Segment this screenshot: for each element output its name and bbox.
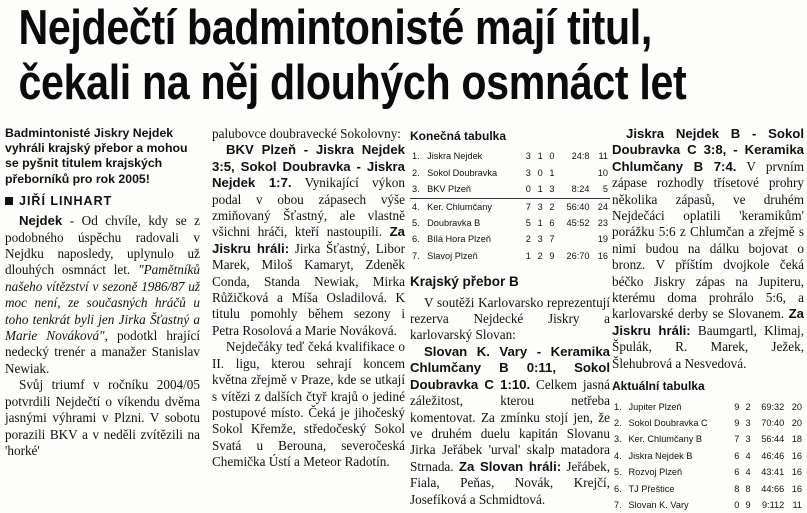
section-heading: Krajský přebor B — [410, 274, 610, 290]
wins-cell: 2 — [521, 231, 533, 247]
draws-cell: 1 — [533, 148, 545, 164]
text-span: Jirka Šťastný, Libor Marek, Miloš Kamaryt, Zdeněk Conda, Standa Newiak, Mirka Růžičková a Míša Osladilová. — [212, 241, 405, 305]
rank-cell: 7. — [410, 248, 425, 264]
quote: "Pamětníků našeho vítězství v sezoně 1986/87 už moc není, ze současných hráčů u toho tenkrát byli jen Jirka Šťastný a Marie Nováková" — [5, 262, 200, 343]
article-paragraph: palubovce doubravecké Sokolovny: — [212, 126, 405, 142]
column-3 — [410, 126, 610, 508]
losses-cell: 8 — [741, 481, 752, 497]
points-cell: 16 — [592, 248, 610, 264]
table-row — [612, 399, 804, 415]
wins-cell: 7 — [521, 198, 533, 215]
points-cell: 20 — [786, 415, 804, 431]
team-cell: Doubravka B — [425, 215, 521, 231]
losses-cell: 1 — [545, 165, 557, 181]
points-cell: 11 — [592, 148, 610, 164]
draws-cell: 3 — [533, 198, 545, 215]
current-table — [612, 399, 804, 513]
draws-cell: 1 — [533, 181, 545, 198]
score-cell: 43:41 — [753, 464, 787, 480]
team-cell: TJ Přeštice — [627, 481, 730, 497]
rank-cell: 2. — [410, 165, 425, 181]
losses-cell: 6 — [545, 215, 557, 231]
article-paragraph: Nejdečáky teď čeká kvalifikace o II. ligu, kterou sehrají koncem května zřejmě v Praze, kde se utkají s vítězi z dalších čtyř krajů o jediné postupové místo. Čeká je jihočeský Sokol Křemže, středočeský Sokol Svatá u Berouna, severočeská Chemička Ústí a Meteor Radotín. — [212, 339, 405, 470]
wins-cell: 0 — [730, 497, 741, 513]
rank-cell: 2. — [612, 415, 627, 431]
score-cell: 46:46 — [753, 448, 787, 464]
losses-cell: 4 — [741, 448, 752, 464]
table-row — [612, 448, 804, 464]
result-text: Jiskra Nejdek B - Sokol Doubravka C 3:8, - Keramika Chlumčany B 7:4. — [612, 126, 804, 174]
rank-cell: 1. — [410, 148, 425, 164]
column-1 — [5, 126, 200, 459]
team-cell: Slovan K. Vary — [627, 497, 730, 513]
points-cell: 11 — [786, 497, 804, 513]
dateline: Nejdek — [19, 213, 62, 228]
headline-line-1: Nejdečtí badmintonisté mají titul, — [18, 0, 651, 57]
text-span: K titulu pomohly během sezony i Petra Rosolová a Marie Nováková. — [212, 290, 405, 338]
rank-cell: 1. — [612, 399, 627, 415]
text-span: , podotkl hrající nedecký trenér a manažer Stanislav Newiak. — [5, 328, 200, 376]
points-cell: 20 — [786, 399, 804, 415]
losses-cell: 4 — [741, 464, 752, 480]
text-span: V prvním zápase rozhodly třísetové prohry několika zápasů, ve druhém Nejdečáci oplatili 'keramikům' porážku 5:6 z Chlumčan a zřejmě s nimi budou na dálku bojovat o bronz. V příštím dvojkole čeká béčko Jiskry zápas na Jupiteru, kterému doma prohrálo 5:6, a karlovarské derby se Slovanem. — [612, 159, 804, 322]
result-text: Slovan K. Vary - Keramika Chlumčany B 0:11, Sokol Doubravka C 1:10. — [410, 344, 610, 392]
losses-cell: 9 — [741, 497, 752, 513]
wins-cell: 9 — [730, 399, 741, 415]
score-cell: 56:44 — [753, 431, 787, 447]
wins-cell: 5 — [521, 215, 533, 231]
team-cell: Jiskra Nejdek B — [627, 448, 730, 464]
table-row — [410, 231, 610, 247]
points-cell: 16 — [786, 464, 804, 480]
text-span: Celkem jasná záležitost, kterou netřeba komentovat. Za zmínku stojí jen, že ve druhém duelu kapitán Slovanu Jirka Jeřábek 'urval' skalp matadora Strnada. — [410, 377, 610, 474]
players-label: Za Jiskru hráli: — [212, 224, 405, 255]
rank-cell: 5. — [612, 464, 627, 480]
draws-cell: 3 — [533, 231, 545, 247]
losses-cell: 9 — [545, 248, 557, 264]
points-cell: 18 — [786, 431, 804, 447]
lead-paragraph: Badmintonisté Jiskry Nejdek vyhráli krajský přebor a mohou se pyšnit titulem krajských přeborníků pro rok 2005! — [5, 126, 200, 187]
team-cell: Bílá Hora Plzeň — [425, 231, 521, 247]
text-span: Jeřábek, Fiala, Peňas, Novák, Krejčí, Josefíková a Schmidtová. — [410, 459, 610, 507]
team-cell: Sokol Doubravka C — [627, 415, 730, 431]
rank-cell: 4. — [410, 198, 425, 215]
final-table — [410, 148, 610, 264]
wins-cell: 8 — [730, 481, 741, 497]
table-row — [410, 181, 610, 198]
players-label: Za Jiskru hráli: — [612, 306, 804, 337]
article-paragraph — [410, 344, 610, 508]
points-cell: 10 — [592, 165, 610, 181]
rank-cell: 4. — [612, 448, 627, 464]
losses-cell: 2 — [741, 399, 752, 415]
losses-cell: 2 — [545, 198, 557, 215]
score-cell — [557, 165, 592, 181]
byline-square-icon — [5, 197, 13, 205]
column-4 — [612, 126, 804, 513]
table-row — [612, 415, 804, 431]
rank-cell: 5. — [410, 215, 425, 231]
points-cell: 19 — [592, 231, 610, 247]
points-cell: 16 — [786, 481, 804, 497]
score-cell: 44:66 — [753, 481, 787, 497]
score-cell — [557, 231, 592, 247]
team-cell: BKV Plzeň — [425, 181, 521, 198]
wins-cell: 6 — [730, 464, 741, 480]
wins-cell: 9 — [730, 415, 741, 431]
table-row — [410, 198, 610, 215]
wins-cell: 0 — [521, 181, 533, 198]
table-row — [612, 497, 804, 513]
points-cell: 23 — [592, 215, 610, 231]
rank-cell: 3. — [410, 181, 425, 198]
score-cell: 70:40 — [753, 415, 787, 431]
points-cell: 24 — [592, 198, 610, 215]
score-cell: 24:8 — [557, 148, 592, 164]
table-row — [410, 165, 610, 181]
team-cell: Sokol Doubravka — [425, 165, 521, 181]
team-cell: Jupiter Plzeň — [627, 399, 730, 415]
article-paragraph: Svůj triumf v ročníku 2004/05 potvrdili Nejdečtí o víkendu dvěma jasnými výhrami v Plzni. V sobotu porazili BKV a v neděli zvítězili na 'horké' — [5, 377, 200, 459]
table-row — [612, 431, 804, 447]
score-cell: 9:112 — [753, 497, 787, 513]
current-table-title: Aktuální tabulka — [612, 378, 804, 394]
losses-cell: 7 — [545, 231, 557, 247]
final-table-title: Konečná tabulka — [410, 128, 610, 144]
wins-cell: 6 — [730, 448, 741, 464]
losses-cell: 3 — [741, 415, 752, 431]
points-cell: 5 — [592, 181, 610, 198]
wins-cell: 3 — [521, 165, 533, 181]
losses-cell: 3 — [741, 431, 752, 447]
table-row — [612, 481, 804, 497]
table-row — [612, 464, 804, 480]
table-row — [410, 148, 610, 164]
article-paragraph: V soutěži Karlovarsko reprezentují rezerva Nejdecké Jiskry a karlovarský Slovan: — [410, 295, 610, 344]
team-cell: Jiskra Nejdek — [425, 148, 521, 164]
byline — [5, 193, 200, 209]
table-row — [410, 248, 610, 264]
rank-cell: 6. — [612, 481, 627, 497]
draws-cell: 0 — [533, 165, 545, 181]
points-cell: 16 — [786, 448, 804, 464]
rank-cell: 7. — [612, 497, 627, 513]
author-name: JIŘÍ LINHART — [19, 193, 112, 209]
wins-cell: 7 — [730, 431, 741, 447]
wins-cell: 1 — [521, 248, 533, 264]
team-cell: Slavoj Plzeň — [425, 248, 521, 264]
table-row — [410, 215, 610, 231]
score-cell: 69:32 — [753, 399, 787, 415]
wins-cell: 3 — [521, 148, 533, 164]
draws-cell: 1 — [533, 215, 545, 231]
score-cell: 45:52 — [557, 215, 592, 231]
score-cell: 8:24 — [557, 181, 592, 198]
rank-cell: 6. — [410, 231, 425, 247]
article-paragraph — [612, 126, 804, 372]
losses-cell: 0 — [545, 148, 557, 164]
text-span: - Od chvíle, kdy se z podobného úspěchu radovali v Nejdku naposledy, uplynulo už dlouhých osmnáct let. — [5, 213, 200, 277]
result-text: BKV Plzeň - Jiskra Nejdek 3:5, Sokol Doubravka - Jiskra Nejdek 1:7. — [212, 142, 405, 190]
draws-cell: 2 — [533, 248, 545, 264]
article-paragraph — [5, 213, 200, 377]
team-cell: Ker. Chlumčany B — [627, 431, 730, 447]
rank-cell: 3. — [612, 431, 627, 447]
column-2 — [212, 126, 405, 471]
text-span: Baumgartl, Klimaj, Špulák, R. Marek, Ježek, Šlehubrová a Nesvedová. — [612, 323, 804, 371]
players-label: Za Slovan hráli: — [459, 459, 561, 474]
team-cell: Rozvoj Plzeň — [627, 464, 730, 480]
score-cell: 26:70 — [557, 248, 592, 264]
team-cell: Ker. Chlumčany — [425, 198, 521, 215]
score-cell: 56:40 — [557, 198, 592, 215]
text-span: Vynikající výkon podal v obou zápasech výše zmiňovaný Šťastný, ale vlastně všichni hráči, kteří nastoupili. — [212, 175, 405, 239]
losses-cell: 3 — [545, 181, 557, 198]
headline-line-2: čekali na něj dlouhých osmnáct let — [18, 55, 686, 112]
article-paragraph — [212, 142, 405, 339]
